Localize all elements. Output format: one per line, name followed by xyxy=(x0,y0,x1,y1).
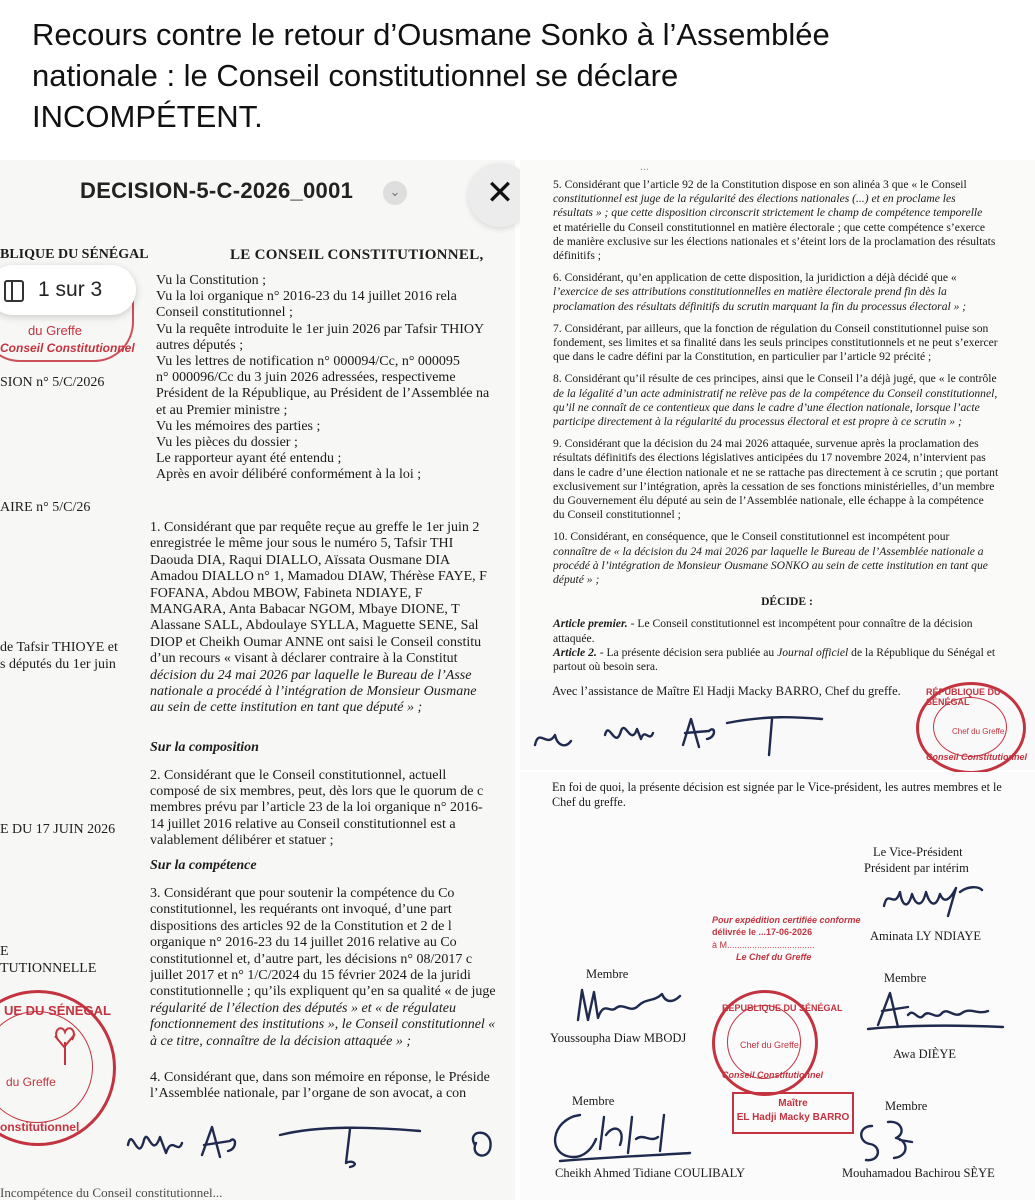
paragraph-line: 8. Considérant qu’il résulte de ces principes, ainsi que le Conseil l’a déjà jugé, que « le contrôle xyxy=(553,372,997,386)
paragraph-line: 3. Considérant que pour soutenir la compétence du Co xyxy=(150,886,455,901)
visa-line: Vu la loi organique n° 2016-23 du 14 juillet 2016 rela xyxy=(156,289,457,305)
paragraph-line: juillet 2017 et n° 1/C/2024 du 15 février 2024 de la juridi xyxy=(150,968,471,984)
paragraph-line: Amadou DIALLO n° 1, Mamadou DIAW, Thérèse FAYE, F xyxy=(150,569,487,585)
paragraph-line: du Gouvernement élu député au sein de l’Assemblée nationale, elle échappe à la compétence xyxy=(553,494,984,508)
visa-line: Vu les mémoires des parties ; xyxy=(156,418,321,434)
paragraph-line: qu’il ne connaît de ce contentieux que dans le cadre d’une élection nationale, lorsque l’acte xyxy=(553,400,980,414)
article-text: Journal officiel xyxy=(777,645,849,659)
considerant-paragraph xyxy=(553,322,1021,365)
headline-line-1: Recours contre le retour d’Ousmane Sonko à l’Assemblée xyxy=(32,17,830,52)
paragraph-line: fonctionnement des institutions », le Conseil constitutionnel « xyxy=(150,1017,496,1033)
stamp-constitutionnel: onstitutionnel xyxy=(0,1120,80,1134)
article-text: - La présente décision sera publiée au xyxy=(596,645,778,659)
article-text: - Le Conseil constitutionnel est incompétent pour connaître de la décision xyxy=(627,617,973,631)
visa-line: Conseil constitutionnel ; xyxy=(156,305,293,321)
assistance-line: Avec l’assistance de Maître El Hadji Macky BARRO, Chef du greffe. xyxy=(552,684,901,698)
paragraph-line: connaître de « la décision du 24 mai 2026 par laquelle le Bureau de l’Assemblée nationale a xyxy=(553,544,984,558)
chef-greffe-label: Le Chef du Greffe xyxy=(736,952,812,962)
margin-affaire-number: AIRE n° 5/C/26 xyxy=(0,500,91,515)
expedition-line-1: Pour expédition certifiée conforme xyxy=(712,915,861,925)
foi-line-2: Chef du greffe. xyxy=(552,795,626,809)
paragraph-line: 7. Considérant, par ailleurs, que la fonction de régulation du Conseil constitutionnel puise son xyxy=(553,321,989,335)
baobab-emblem-icon xyxy=(40,1020,90,1070)
paragraph-line: 10. Considérant, en conséquence, que le Conseil constitutionnel est incompétent pour xyxy=(553,530,950,544)
paragraph-line: 2. Considérant que le Conseil constitutionnel, actuell xyxy=(150,768,447,783)
article-label: Article premier. xyxy=(553,617,628,631)
considerant-paragraph xyxy=(553,372,1021,429)
paragraph-line: procédé à l’intégration de Monsieur Ousmane SONKO au sein de cette institution en tant que xyxy=(553,558,988,572)
member-4-signature xyxy=(850,1112,930,1167)
paragraph-line: proclamation des résultats définitifs du scrutin marquant la fin du processus électoral » ; xyxy=(553,299,967,313)
decide-heading: DÉCIDE : xyxy=(761,595,813,609)
page-indicator[interactable] xyxy=(0,265,136,315)
paragraph-line: Alassane SALL, Abdoulaye SYLLA, Maguette SENE, Sal xyxy=(150,618,479,634)
bottom-stamp-top: RÉPUBLIQUE DU SÉNÉGAL xyxy=(722,1003,843,1013)
article-text: Article 2. xyxy=(553,645,597,659)
paragraph-1 xyxy=(150,520,514,717)
chevron-down-icon[interactable]: ⌄ xyxy=(383,181,407,205)
mid-signatures xyxy=(527,705,827,765)
paragraph-4 xyxy=(150,1070,514,1103)
member-2-signature xyxy=(848,985,1008,1035)
member-4-name: Mouhamadou Bachirou SÈYE xyxy=(842,1166,995,1180)
paragraph-line: participe directement à la régularité du processus électoral et est propre à ce scrutin » ; xyxy=(553,415,962,429)
paragraph-line: l’exercice de ses attributions constitutionnelles en matière électorale prend fin dès la xyxy=(553,285,947,299)
member-3-name: Cheikh Ahmed Tidiane COULIBALY xyxy=(555,1166,746,1180)
paragraph-3 xyxy=(150,886,514,1050)
margin-requerants-1: de Tafsir THIOYE et xyxy=(0,640,118,655)
paragraph-line: MANGARA, Anta Babacar NGOM, Mbaye DIONE, T xyxy=(150,602,460,618)
bottom-stamp-mid: Chef du Greffe xyxy=(740,1040,799,1050)
visa-line: Président de la République, au Président de l’Assemblée na xyxy=(156,386,490,402)
paragraph-line: résultats » ; que cette disposition circonscrit strictement le champ de compétence temporelle xyxy=(553,206,983,220)
stamp-du-greffe: du Greffe xyxy=(28,323,82,338)
vp-title: Le Vice-Président xyxy=(873,845,963,859)
member-2-name: Awa DIÈYE xyxy=(893,1047,957,1061)
paragraph-line: de la légalité d’un acte administratif ne relève pas de la compétence du Conseil constitutionnel, xyxy=(553,386,998,400)
visa-line: autres députés ; xyxy=(156,337,244,353)
article-text: attaquée. xyxy=(553,631,595,645)
paragraph-line: définitifs ; xyxy=(553,249,601,263)
en-foi-de-quoi xyxy=(552,780,1020,810)
paragraph-line: 14 juillet 2016 relative au Conseil constitutionnel est a xyxy=(150,816,456,832)
paragraph-2 xyxy=(150,768,514,849)
visa-line: Vu la requête introduite le 1er juin 2026 par Tafsir THIOY xyxy=(156,321,485,337)
mid-stamp-top: RÉPUBLIQUE DU SÉNÉGAL xyxy=(926,687,1001,707)
paragraph-line: constitutionnel, les requérants ont invoqué, d’une part xyxy=(150,902,452,918)
paragraph-line: nationale a procédé à l’intégration de Monsieur Ousmane xyxy=(150,684,477,700)
post-headline xyxy=(32,14,1012,137)
membre-label-4: Membre xyxy=(885,1099,928,1113)
maitre-stamp xyxy=(732,1092,854,1134)
visas-block xyxy=(156,273,514,484)
stamp-greffe-label: du Greffe xyxy=(6,1075,56,1089)
margin-e: E xyxy=(0,944,9,959)
stamp-conseil-constitutionnel: Conseil Constitutionnel xyxy=(0,341,135,355)
mid-stamp-inner: Chef du Greffe xyxy=(952,727,1005,736)
paragraph-line: au sein de cette institution en tant que député » ; xyxy=(150,700,423,716)
margin-constitutionnelle: TUTIONNELLE xyxy=(0,961,97,976)
member-3-signature xyxy=(540,1105,700,1165)
paragraph-line: que dans le cadre défini par la Constitution, en particulier par l’article 92 précité ; xyxy=(553,350,932,364)
margin-requerants-2: s députés du 1er juin xyxy=(0,657,116,672)
maitre-label: Maître xyxy=(778,1098,808,1109)
decision-body xyxy=(553,178,1021,674)
paragraph-line: constitutionnel et, d’autre part, les décisions n° 08/2017 c xyxy=(150,951,473,967)
visa-line: n° 000096/Cc du 3 juin 2026 adressées, respectiveme xyxy=(156,370,456,386)
article xyxy=(553,617,1021,631)
heading-composition: Sur la composition xyxy=(150,740,259,755)
paragraph-line: régularité de l’élection des députés » et « de régulateu xyxy=(150,1000,456,1016)
paragraph-line: enregistrée le même jour sous le numéro 5, Tafsir THI xyxy=(150,536,454,552)
visa-line: Après en avoir délibéré conformément à la loi ; xyxy=(156,467,422,483)
mid-stamp-text: Conseil Constitutionnel xyxy=(926,752,1027,762)
considerant-paragraph xyxy=(553,178,1021,263)
article-text: partout où besoin sera. xyxy=(553,660,658,674)
headline-line-3: INCOMPÉTENT. xyxy=(32,99,263,134)
foi-line-1: En foi de quoi, la présente décision est signée par le Vice-président, les autres membres et le xyxy=(552,780,1002,794)
vp-name: Aminata LY NDIAYE xyxy=(870,929,981,943)
visa-line: et au Premier ministre ; xyxy=(156,402,288,418)
paragraph-line: 4. Considérant que, dans son mémoire en réponse, le Préside xyxy=(150,1070,490,1085)
membre-label-1: Membre xyxy=(586,967,629,981)
visa-line: Le rapporteur ayant été entendu ; xyxy=(156,451,342,467)
paragraph-line: exclusivement sur l’intégration, après la cessation de ses fonctions ministérielles, d’un membre xyxy=(553,479,995,493)
member-1-signature xyxy=(568,980,698,1030)
paragraph-line: composé de six membres, peut, dès lors que le quorum de c xyxy=(150,784,484,800)
page-footer-cut: Incompétence du Conseil constitutionnel... xyxy=(0,1185,223,1200)
expedition-line-3: à M................................... xyxy=(712,940,815,950)
paragraph-line: dans le cadre d’une élection nationale et ne se rattache pas directement à ce scrutin ; que portant xyxy=(553,465,999,479)
document-title: DECISION-5-C-2026_0001 xyxy=(80,178,354,203)
paragraph-line: résultats définitifs des élections législatives anticipées du 17 novembre 2024, n’intervient pas xyxy=(553,451,986,465)
heading-competence: Sur la compétence xyxy=(150,858,257,873)
membre-label-2: Membre xyxy=(884,971,927,985)
visa-line: Vu les pièces du dossier ; xyxy=(156,435,298,451)
paragraph-line: d’un recours « visant à déclarer contraire à la Constitut xyxy=(150,651,458,667)
margin-decision-number: SION n° 5/C/2026 xyxy=(0,375,105,390)
paragraph-line: 5. Considérant que l’article 92 de la Constitution dispose en son alinéa 3 que « le Conseil xyxy=(553,178,967,191)
council-header: LE CONSEIL CONSTITUTIONNEL, xyxy=(230,247,484,263)
paragraph-line: constitutionnelle ; qu’ils expliquent qu’en sa qualité « de juge xyxy=(150,984,496,1000)
article xyxy=(553,646,1021,660)
membre-label-3: Membre xyxy=(572,1094,615,1108)
paragraph-line: décision du 24 mai 2026 par laquelle le Bureau de l’Asse xyxy=(150,667,472,683)
paragraph-line: fondement, ses limites et sa finalité dans les seuls principes constitutionnels et ne peut s’exercer xyxy=(553,336,998,350)
paragraph-line: député » ; xyxy=(553,573,600,587)
paragraph-line: FOFANA, Abdou MBOW, Fabineta NDIAYE, F xyxy=(150,585,423,601)
headline-line-2: nationale : le Conseil constitutionnel se déclare xyxy=(32,58,679,93)
visa-line: Vu la Constitution ; xyxy=(156,273,266,288)
left-signatures xyxy=(120,1115,500,1175)
sidebar-icon xyxy=(4,280,24,302)
republic-header: BLIQUE DU SÉNÉGAL xyxy=(0,247,149,262)
paragraph-line: dispositions des articles 92 de la Constitution et 2 de l xyxy=(150,918,452,934)
page-indicator-label: 1 sur 3 xyxy=(38,278,103,301)
vp-subtitle: Président par intérim xyxy=(864,861,969,875)
member-1-name: Youssoupha Diaw MBODJ xyxy=(550,1031,687,1045)
considerant-paragraph xyxy=(553,437,1021,522)
paragraph-line: 6. Considérant, qu’en application de cette disposition, la juridiction a déjà décidé que « xyxy=(553,271,957,285)
considerant-paragraph xyxy=(553,530,1021,587)
considerant-paragraph xyxy=(553,271,1021,314)
stamp-republique: UE DU SÉNÉGAL xyxy=(4,1003,111,1018)
paragraph-line: membres prévu par l’article 23 de la loi organique n° 2016- xyxy=(150,800,483,816)
paragraph-line: DIOP et Cheikh Oumar ANNE ont saisi le Conseil constitu xyxy=(150,634,482,650)
bottom-stamp-bottom: Conseil Constitutionnel xyxy=(722,1070,823,1080)
expedition-line-2: délivrée le ...17-06-2026 xyxy=(712,927,813,937)
paragraph-line: constitutionnel est juge de la régularité des élections nationales (...) et en proclame les xyxy=(553,192,956,206)
paragraph-line: à ce titre, connaître de la décision attaquée » ; xyxy=(150,1033,412,1049)
close-button[interactable]: ✕ xyxy=(468,163,532,227)
paragraph-line: 1. Considérant que par requête reçue au greffe le 1er juin 2 xyxy=(150,520,480,535)
paragraph-line: valablement délibérer et statuer ; xyxy=(150,832,334,848)
vp-signature xyxy=(878,870,988,920)
paragraph-line: et matérielle du Conseil constitutionnel en matière électorale ; que cette compétence s’exerce xyxy=(553,220,985,234)
paragraph-line: l’Assemblée nationale, par l’organe de son avocat, a con xyxy=(150,1086,467,1102)
article-text: de la République du Sénégal et xyxy=(848,645,996,659)
paragraph-line: du Conseil constitutionnel ; xyxy=(553,508,681,522)
cut-top-text: ... xyxy=(640,159,649,173)
paragraph-line: organique n° 2016-23 du 14 juillet 2016 relative au Co xyxy=(150,935,457,951)
maitre-name: EL Hadji Macky BARRO xyxy=(736,1112,850,1123)
paragraph-line: de manière exclusive sur les élections nationales et s’éteint lors de la proclamation des résultats xyxy=(553,234,996,248)
paragraph-line: 9. Considérant que la décision du 24 mai 2026 attaquée, survenue après la proclamation des xyxy=(553,437,979,451)
paragraph-line: Daouda DIA, Raqui DIALLO, Aïssata Ousmane DIA xyxy=(150,552,451,568)
margin-date: E DU 17 JUIN 2026 xyxy=(0,822,116,837)
visa-line: Vu les lettres de notification n° 000094/Cc, n° 000095 xyxy=(156,354,460,370)
